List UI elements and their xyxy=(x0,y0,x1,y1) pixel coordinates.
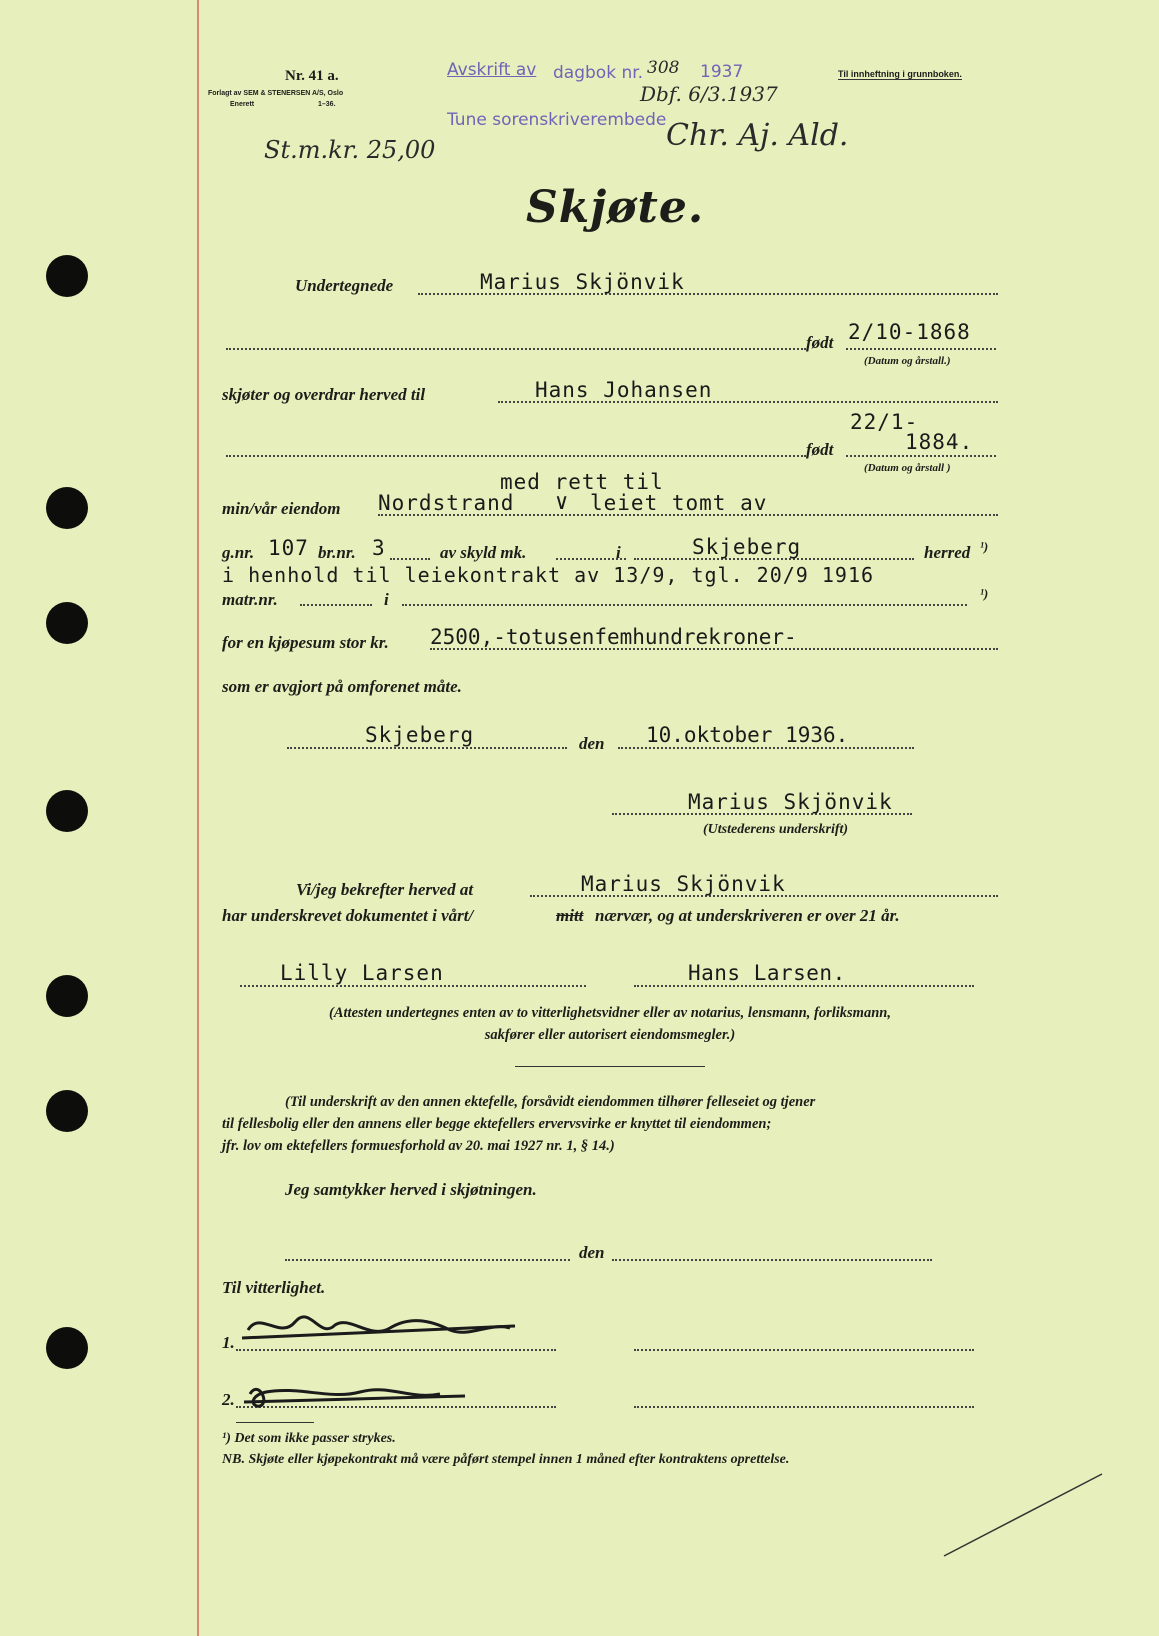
page-title: Skjøte. xyxy=(526,182,705,233)
herred-label: herred xyxy=(924,543,971,562)
confirm-line2-c: nærvær, og at underskriveren er over 21 år. xyxy=(595,906,900,925)
binding-note: Til innheftning i grunnboken. xyxy=(838,69,962,79)
fodt-label: født xyxy=(806,333,834,352)
datum-note-2: (Datum og årstall ) xyxy=(864,462,951,474)
dotted-line xyxy=(285,1259,570,1261)
binder-hole xyxy=(46,1090,88,1132)
den-label: den xyxy=(579,734,605,753)
den-label-2: den xyxy=(579,1243,605,1262)
transfer-label: skjøter og overdrar herved til xyxy=(222,385,426,404)
issuer-signature: Marius Skjönvik xyxy=(688,790,893,814)
stamp-dagbok: dagbok nr. xyxy=(553,63,644,83)
dotted-line xyxy=(300,604,372,606)
handwritten-signature: Chr. Aj. Ald. xyxy=(666,118,849,153)
price-value: 2500,-totusenfemhundrekroner- xyxy=(430,625,797,649)
confirm-line2-struck: mitt xyxy=(556,906,584,925)
property-name: Nordstrand xyxy=(378,491,515,515)
footnote-1: ¹) Det som ikke passer strykes. xyxy=(222,1431,396,1446)
seller-birth: 2/10-1868 xyxy=(848,320,971,344)
attest-note-line2: sakfører eller autorisert eiendomsmegler.) xyxy=(484,1027,736,1043)
handwritten-date: Dbf. 6/3.1937 xyxy=(640,82,778,106)
binder-hole xyxy=(46,487,88,529)
consent-label: Jeg samtykker herved i skjøtningen. xyxy=(285,1180,537,1199)
confirm-line2-a: har underskrevet dokumentet i vårt/ xyxy=(222,906,474,925)
spouse-note-line1: (Til underskrift av den annen ektefelle, forsåvidt eiendommen tilhører felleseiet og tjener xyxy=(285,1094,816,1110)
dotted-line xyxy=(618,747,914,749)
binder-hole xyxy=(46,1327,88,1369)
footnote-2: NB. Skjøte eller kjøpekontrakt må være påført stempel innen 1 måned efter kontraktens oprettelse. xyxy=(222,1452,790,1467)
spouse-note-line3: jfr. lov om ektefellers formuesforhold av 20. mai 1927 nr. 1, § 14.) xyxy=(222,1138,615,1154)
vitterlighet-label: Til vitterlighet. xyxy=(222,1278,326,1297)
buyer-name: Hans Johansen xyxy=(535,378,713,402)
struck-signature-2 xyxy=(240,1372,480,1417)
stamp-year: 1937 xyxy=(700,62,744,82)
lease-text: i henhold til leiekontrakt av 13/9, tgl. 20/9 1916 xyxy=(222,563,875,587)
binder-hole xyxy=(46,255,88,297)
footnote-rule xyxy=(236,1422,314,1423)
dotted-line xyxy=(846,455,996,457)
form-number: Nr. 41 a. xyxy=(285,68,339,84)
date: 10.oktober 1936. xyxy=(646,723,849,747)
datum-note: (Datum og årstall.) xyxy=(864,355,951,367)
confirm-name: Marius Skjönvik xyxy=(581,872,786,896)
matr-label: matr.nr. xyxy=(222,590,278,609)
insert-caret-icon: ∨ xyxy=(555,490,570,515)
skyld-label: av skyld mk. xyxy=(440,543,527,562)
gnr-label: g.nr. xyxy=(222,543,255,562)
binder-hole xyxy=(46,790,88,832)
buyer-birth-part1: 22/1- xyxy=(850,410,919,434)
struck-signature-1 xyxy=(240,1300,520,1355)
dotted-line xyxy=(402,604,967,606)
edition: 1–36. xyxy=(318,101,336,108)
witness-1: Lilly Larsen xyxy=(280,961,444,985)
matr-i-label: i xyxy=(384,590,389,609)
dotted-line xyxy=(634,985,974,987)
stamp-dagbok-number: 308 xyxy=(647,58,680,78)
i-label: i xyxy=(616,543,621,562)
divider xyxy=(515,1066,705,1067)
binder-hole xyxy=(46,975,88,1017)
footnote-mark: ¹) xyxy=(980,539,989,554)
issuer-caption: (Utstederens underskrift) xyxy=(703,822,849,837)
undertegnede-label: Undertegnede xyxy=(295,276,394,295)
dotted-line xyxy=(226,455,806,457)
handwritten-stamp-fee: St.m.kr. 25,00 xyxy=(264,136,436,164)
red-margin-line xyxy=(197,0,199,1636)
witness-number-2: 2. xyxy=(222,1390,235,1409)
inserted-text: med rett til xyxy=(500,470,664,494)
closing-stroke xyxy=(940,1470,1110,1560)
dotted-line xyxy=(634,1349,974,1351)
spouse-note-line2: til fellesbolig eller den annens eller begge ektefellers ervervsvirke er knyttet til eiendommen; xyxy=(222,1116,772,1132)
property-lease: leiet tomt av xyxy=(590,491,768,515)
footnote-mark-2: ¹) xyxy=(980,586,989,601)
dotted-line xyxy=(390,558,430,560)
copyright-line: Enerett xyxy=(230,101,255,108)
confirm-label: Vi/jeg bekrefter herved at xyxy=(296,880,474,899)
price-label: for en kjøpesum stor kr. xyxy=(222,633,389,652)
stamp-avskrift: Avskrift av xyxy=(447,60,537,80)
witness-2: Hans Larsen. xyxy=(688,961,846,985)
gnr-value: 107 xyxy=(268,536,309,560)
seller-name: Marius Skjönvik xyxy=(480,270,685,294)
fodt-label-2: født xyxy=(806,440,834,459)
binder-hole xyxy=(46,602,88,644)
settled-label: som er avgjort på omforenet måte. xyxy=(222,677,462,696)
dotted-line xyxy=(240,985,586,987)
dotted-line xyxy=(226,348,806,350)
witness-number-1: 1. xyxy=(222,1333,235,1352)
publisher-line: Forlagt av SEM & STENERSEN A/S, Oslo xyxy=(208,90,344,97)
buyer-birth-part2: 1884. xyxy=(905,430,974,454)
dotted-line xyxy=(846,348,996,350)
dotted-line xyxy=(634,1406,974,1408)
stamp-office: Tune sorenskriverembede xyxy=(447,110,667,130)
dotted-line xyxy=(612,1259,932,1261)
herred-value: Skjeberg xyxy=(692,535,802,559)
dotted-line xyxy=(287,747,567,749)
attest-note-line1: (Attesten undertegnes enten av to vitterlighetsvidner eller av notarius, lensmann, forliksmann, xyxy=(329,1005,891,1021)
brnr-value: 3 xyxy=(372,536,386,560)
place: Skjeberg xyxy=(365,723,475,747)
eiendom-label: min/vår eiendom xyxy=(222,499,341,518)
brnr-label: br.nr. xyxy=(318,543,356,562)
